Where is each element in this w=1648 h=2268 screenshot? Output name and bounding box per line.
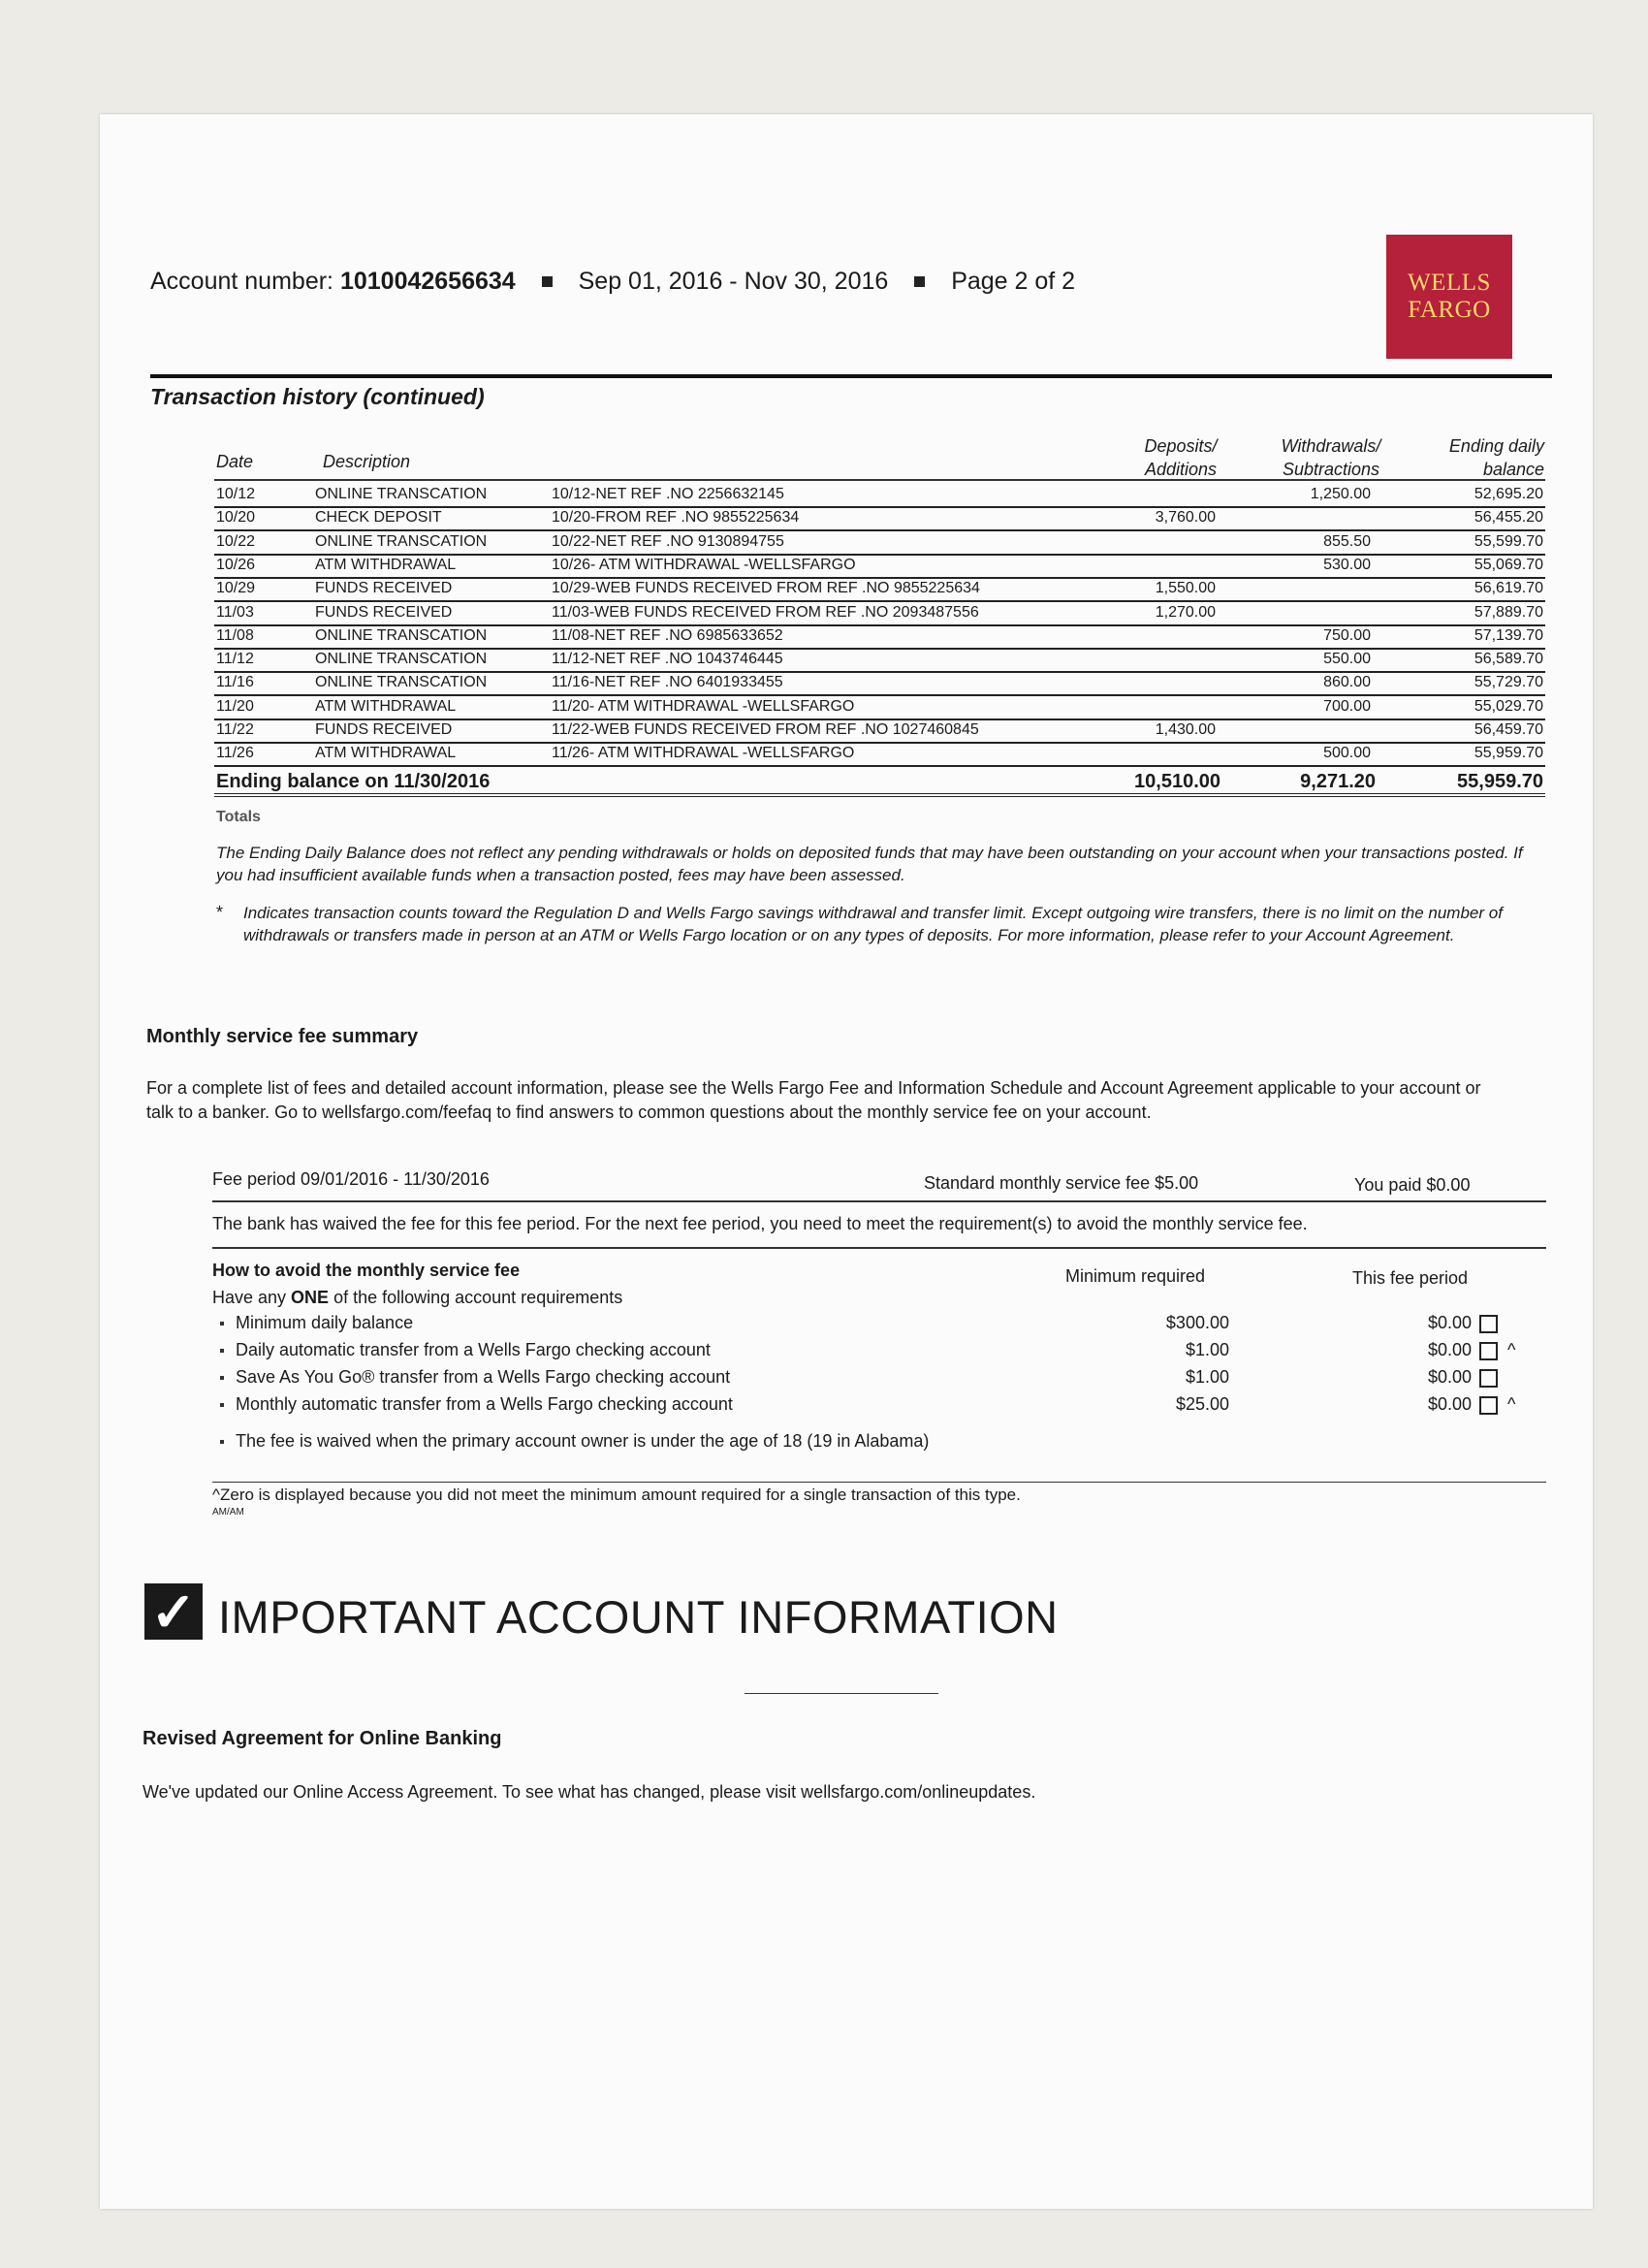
checkbox-icon <box>1479 1342 1498 1360</box>
row-withdrawal: 700.00 <box>1323 697 1371 715</box>
row-balance: 56,589.70 <box>1474 651 1543 668</box>
table-row <box>214 695 1545 720</box>
important-divider <box>745 1693 938 1694</box>
row-withdrawal: 550.00 <box>1323 651 1371 668</box>
total-deposits: 10,510.00 <box>1134 771 1220 792</box>
fee-summary-intro: For a complete list of fees and detailed account information, please see the Wells Fargo Fee and Information Schedule and Account Agreement applicable to your account or talk to a banker. Go to wellsfargo.com/feefaq to find answers to common questions about the monthly service fee on your account. <box>146 1078 1481 1122</box>
fee-summary-title: Monthly service fee summary <box>146 1026 419 1047</box>
table-row <box>214 483 1545 508</box>
row-balance: 55,029.70 <box>1474 697 1543 715</box>
row-reference: 11/12-NET REF .NO 1043746445 <box>552 651 783 668</box>
requirement-value: $0.00 ^ <box>1428 1394 1516 1414</box>
row-deposit: 1,270.00 <box>1155 603 1216 621</box>
checkbox-icon <box>1479 1396 1498 1415</box>
table-row <box>214 530 1545 556</box>
requirement-value: $0.00 <box>1428 1365 1507 1390</box>
row-balance: 52,695.20 <box>1474 486 1543 502</box>
row-withdrawal: 750.00 <box>1323 626 1371 644</box>
page-number: Page 2 of 2 <box>951 268 1076 295</box>
row-date: 11/12 <box>216 651 254 668</box>
row-balance: 56,455.20 <box>1474 509 1543 527</box>
row-type: ONLINE TRANSCATION <box>315 532 488 550</box>
table-row <box>214 506 1545 531</box>
row-type: ONLINE TRANSCATION <box>315 674 488 691</box>
row-type: ONLINE TRANSCATION <box>315 626 488 644</box>
row-deposit: 1,550.00 <box>1155 580 1216 597</box>
checkbox-icon <box>1479 1315 1498 1333</box>
total-balance: 55,959.70 <box>1457 771 1543 792</box>
statement-page <box>100 114 1593 2209</box>
row-reference: 11/20- ATM WITHDRAWAL -WELLSFARGO <box>552 697 855 715</box>
col-withdrawals: Withdrawals/ Subtractions <box>1281 436 1381 479</box>
regulation-d-note: Indicates transaction counts toward the Regulation D and Wells Fargo savings withdrawal and transfer limit. Except outgoing wire transfers, there is no limit on the number of withdrawals or transfers made in person at an ATM or Wells Fargo location or on any types of deposits. For more information, please refer to your Account Agreement. <box>243 904 1503 944</box>
asterisk-icon: * <box>216 903 224 922</box>
bullet-icon <box>220 1376 224 1380</box>
table-row <box>214 624 1545 650</box>
row-balance: 55,959.70 <box>1474 745 1543 762</box>
row-balance: 55,069.70 <box>1474 556 1543 573</box>
col-ending-balance: Ending daily balance <box>1448 436 1544 479</box>
row-withdrawal: 860.00 <box>1323 674 1371 691</box>
table-header-rule <box>214 479 1545 481</box>
ending-balance-label: Ending balance on 11/30/2016 <box>216 771 491 792</box>
fee-period-rule <box>212 1200 1546 1202</box>
requirement-label: Save As You Go® transfer from a Wells Fargo checking account <box>220 1365 730 1390</box>
row-reference: 10/22-NET REF .NO 9130894755 <box>552 532 784 550</box>
row-balance: 56,619.70 <box>1474 580 1543 597</box>
row-date: 11/16 <box>216 674 254 691</box>
row-balance: 56,459.70 <box>1474 721 1543 738</box>
row-date: 10/20 <box>216 509 256 527</box>
row-reference: 10/12-NET REF .NO 2256632145 <box>552 486 784 502</box>
requirement-minimum: $300.00 <box>1165 1313 1229 1332</box>
standard-monthly-fee: Standard monthly service fee $5.00 <box>924 1173 1199 1193</box>
table-row <box>214 742 1545 767</box>
table-row <box>214 601 1545 626</box>
row-reference: 11/22-WEB FUNDS RECEIVED FROM REF .NO 1027460845 <box>552 721 979 738</box>
row-balance: 55,729.70 <box>1474 674 1543 691</box>
requirement-label: Daily automatic transfer from a Wells Fargo checking account <box>220 1338 711 1362</box>
row-reference: 11/08-NET REF .NO 6985633652 <box>552 626 783 644</box>
row-reference: 11/26- ATM WITHDRAWAL -WELLSFARGO <box>552 745 855 762</box>
ending-balance-note: The Ending Daily Balance does not reflect any pending withdrawals or holds on deposited funds that may have been outstanding on your account when your transactions posted. If you had insufficient available funds when a transaction posted, fees may have been assessed. <box>216 844 1523 884</box>
table-row <box>214 648 1545 673</box>
col-deposits: Deposits/ Additions <box>1144 436 1218 479</box>
row-type: FUNDS RECEIVED <box>315 721 453 738</box>
header-rule <box>150 374 1552 378</box>
this-fee-period-header: This fee period <box>1352 1268 1469 1288</box>
requirement-label: Minimum daily balance <box>220 1311 413 1335</box>
row-type: ATM WITHDRAWAL <box>315 556 457 573</box>
row-date: 10/29 <box>216 580 256 597</box>
bullet-icon <box>220 1322 224 1326</box>
row-reference: 11/03-WEB FUNDS RECEIVED FROM REF .NO 2093487556 <box>552 603 979 621</box>
row-date: 10/22 <box>216 532 256 550</box>
row-type: ATM WITHDRAWAL <box>315 745 457 762</box>
row-type: CHECK DEPOSIT <box>315 509 442 527</box>
row-reference: 10/29-WEB FUNDS RECEIVED FROM REF .NO 9855225634 <box>552 580 980 597</box>
account-label: Account number: <box>150 268 333 295</box>
requirement-minimum: $1.00 <box>1185 1340 1229 1359</box>
transaction-history-title: Transaction history (continued) <box>150 384 485 409</box>
row-reference: 10/26- ATM WITHDRAWAL -WELLSFARGO <box>552 556 856 573</box>
row-reference: 11/16-NET REF .NO 6401933455 <box>552 674 783 691</box>
requirement-value: $0.00 <box>1428 1311 1507 1335</box>
row-balance: 55,599.70 <box>1474 532 1543 550</box>
table-row <box>214 554 1545 579</box>
revised-agreement-title: Revised Agreement for Online Banking <box>143 1728 502 1749</box>
bullet-icon <box>220 1349 224 1353</box>
requirement-label: Monthly automatic transfer from a Wells Fargo checking account <box>220 1392 733 1417</box>
table-row <box>214 577 1545 602</box>
fee-period: Fee period 09/01/2016 - 11/30/2016 <box>212 1169 490 1189</box>
row-date: 11/08 <box>216 626 254 644</box>
wells-fargo-logo: WELLS FARGO <box>1386 235 1512 359</box>
age-requirement: The fee is waived when the primary account owner is under the age of 18 (19 in Alabama) <box>220 1429 957 1453</box>
fee-waived-note: The bank has waived the fee for this fee period. For the next fee period, you need to meet the requirement(s) to avoid the monthly service fee. <box>212 1214 1308 1233</box>
col-description: Description <box>323 452 411 471</box>
waived-rule <box>212 1247 1546 1249</box>
row-type: ONLINE TRANSCATION <box>315 486 488 502</box>
row-date: 11/22 <box>216 721 254 738</box>
have-any-one: Have any ONE of the following account requirements <box>212 1288 623 1307</box>
checkmark-icon: ✓ <box>144 1583 203 1640</box>
row-date: 10/12 <box>216 486 256 502</box>
requirement-minimum: $25.00 <box>1175 1394 1229 1414</box>
bullet-icon <box>220 1403 224 1407</box>
row-date: 11/03 <box>216 603 254 621</box>
statement-period: Sep 01, 2016 - Nov 30, 2016 <box>578 268 889 295</box>
requirement-value: $0.00 ^ <box>1428 1340 1516 1359</box>
row-reference: 10/20-FROM REF .NO 9855225634 <box>552 509 800 527</box>
row-type: FUNDS RECEIVED <box>315 580 453 597</box>
total-withdrawals: 9,271.20 <box>1300 771 1376 792</box>
form-code: AM/AM <box>212 1507 244 1517</box>
row-type: ONLINE TRANSCATION <box>315 651 488 668</box>
how-to-avoid-title: How to avoid the monthly service fee <box>212 1261 521 1280</box>
row-withdrawal: 1,250.00 <box>1310 486 1371 502</box>
row-withdrawal: 500.00 <box>1323 745 1371 762</box>
row-date: 10/26 <box>216 556 256 573</box>
requirement-minimum: $1.00 <box>1185 1367 1229 1387</box>
you-paid: You paid $0.00 <box>1354 1175 1471 1195</box>
caret-note-mark: ^ <box>1507 1394 1516 1414</box>
row-withdrawal: 855.50 <box>1323 532 1371 550</box>
important-info-title: IMPORTANT ACCOUNT INFORMATION <box>218 1591 1059 1643</box>
statement-header <box>150 268 1075 296</box>
checkbox-icon <box>1479 1369 1498 1388</box>
row-type: ATM WITHDRAWAL <box>315 697 457 715</box>
table-row <box>214 671 1545 696</box>
row-deposit: 3,760.00 <box>1155 509 1216 527</box>
zero-displayed-note: ^Zero is displayed because you did not meet the minimum amount required for a single transaction of this type. <box>212 1485 1021 1504</box>
row-type: FUNDS RECEIVED <box>315 603 453 621</box>
minimum-required-header: Minimum required <box>1065 1266 1206 1286</box>
separator-square-icon <box>542 276 553 287</box>
caret-note-mark: ^ <box>1507 1340 1516 1359</box>
row-balance: 57,889.70 <box>1474 603 1543 621</box>
online-access-note: We've updated our Online Access Agreement. To see what has changed, please visit wellsfargo.com/onlineupdates. <box>143 1782 1036 1802</box>
row-deposit: 1,430.00 <box>1155 721 1216 738</box>
account-number: 1010042656634 <box>339 268 516 295</box>
row-date: 11/20 <box>216 697 254 715</box>
totals-label: Totals <box>216 809 261 825</box>
row-balance: 57,139.70 <box>1474 626 1543 644</box>
col-date: Date <box>216 452 254 471</box>
ending-balance-row <box>214 766 1545 797</box>
requirements-rule <box>212 1482 1546 1483</box>
row-date: 11/26 <box>216 745 254 762</box>
separator-square-icon <box>914 276 925 287</box>
row-withdrawal: 530.00 <box>1323 556 1371 573</box>
table-row <box>214 719 1545 744</box>
bullet-icon <box>220 1440 224 1444</box>
